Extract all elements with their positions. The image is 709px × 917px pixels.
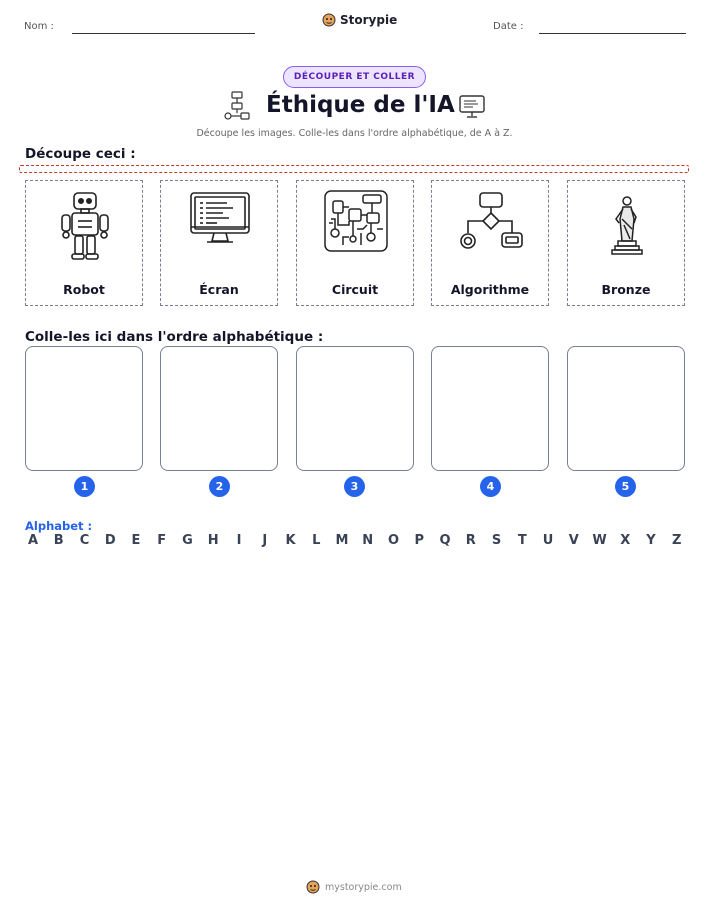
alphabet-letter: I bbox=[236, 533, 242, 548]
slot-number-1: 1 bbox=[74, 476, 95, 497]
slot-number-5: 5 bbox=[615, 476, 636, 497]
card-robot[interactable] bbox=[25, 180, 143, 306]
alphabet-letter: X bbox=[620, 533, 631, 548]
brand-logo bbox=[322, 13, 397, 27]
slot-number-4: 4 bbox=[480, 476, 501, 497]
alphabet-letter: S bbox=[491, 533, 502, 548]
alphabet-row bbox=[25, 533, 685, 548]
activity-badge: DÉCOUPER ET COLLER bbox=[283, 66, 426, 88]
name-line[interactable] bbox=[72, 33, 255, 34]
card-screen[interactable] bbox=[160, 180, 278, 306]
alphabet-letter: K bbox=[285, 533, 296, 548]
date-label: Date : bbox=[493, 21, 524, 32]
footer-url[interactable]: mystorypie.com bbox=[325, 881, 402, 893]
alphabet-letter: Z bbox=[672, 533, 682, 548]
robot-icon bbox=[52, 189, 118, 263]
alphabet-letter: P bbox=[414, 533, 425, 548]
paste-slot-3[interactable] bbox=[296, 346, 414, 471]
slot-number-2: 2 bbox=[209, 476, 230, 497]
alphabet-letter: H bbox=[207, 533, 219, 548]
card-label: Algorithme bbox=[450, 282, 530, 297]
flowchart-icon bbox=[222, 91, 252, 121]
card-bronze[interactable] bbox=[567, 180, 685, 306]
alphabet-letter: D bbox=[104, 533, 116, 548]
alphabet-letter: V bbox=[568, 533, 579, 548]
alphabet-letter: L bbox=[312, 533, 321, 548]
circuit-icon bbox=[323, 189, 389, 263]
monitor-icon bbox=[458, 94, 486, 120]
alphabet-letter: O bbox=[387, 533, 400, 548]
alphabet-letter: N bbox=[362, 533, 374, 548]
card-algorithm[interactable] bbox=[431, 180, 549, 306]
mascot-icon bbox=[306, 880, 320, 894]
brand-name: Storypie bbox=[340, 13, 398, 27]
cut-section-title: Découpe ceci : bbox=[25, 146, 136, 162]
alphabet-letter: A bbox=[27, 533, 39, 548]
name-label: Nom : bbox=[24, 21, 54, 32]
alphabet-letter: E bbox=[131, 533, 141, 548]
alphabet-letter: T bbox=[517, 533, 527, 548]
algorithm-icon bbox=[458, 189, 524, 263]
alphabet-letter: Q bbox=[439, 533, 451, 548]
instructions: Découpe les images. Colle-les dans l'ordre alphabétique, de A à Z. bbox=[196, 128, 513, 139]
alphabet-title: Alphabet : bbox=[25, 519, 93, 533]
date-line[interactable] bbox=[539, 33, 686, 34]
card-circuit[interactable] bbox=[296, 180, 414, 306]
card-label: Écran bbox=[199, 282, 239, 297]
card-label: Bronze bbox=[601, 282, 651, 297]
page-title: Éthique de l'IA bbox=[266, 92, 455, 118]
alphabet-letter: Y bbox=[646, 533, 656, 548]
paste-slot-2[interactable] bbox=[160, 346, 278, 471]
alphabet-letter: C bbox=[79, 533, 90, 548]
cut-line bbox=[19, 165, 689, 173]
mascot-icon bbox=[322, 13, 336, 27]
paste-section-title: Colle-les ici dans l'ordre alphabétique : bbox=[25, 329, 324, 345]
alphabet-letter: J bbox=[262, 533, 268, 548]
paste-slot-1[interactable] bbox=[25, 346, 143, 471]
screen-icon bbox=[187, 189, 253, 263]
alphabet-letter: R bbox=[465, 533, 476, 548]
alphabet-letter: U bbox=[542, 533, 554, 548]
slot-number-3: 3 bbox=[344, 476, 365, 497]
alphabet-letter: W bbox=[592, 533, 607, 548]
alphabet-letter: F bbox=[157, 533, 167, 548]
alphabet-letter: M bbox=[335, 533, 349, 548]
footer bbox=[306, 880, 402, 894]
card-label: Robot bbox=[63, 282, 105, 297]
paste-slot-4[interactable] bbox=[431, 346, 549, 471]
paste-slot-5[interactable] bbox=[567, 346, 685, 471]
card-label: Circuit bbox=[331, 282, 379, 297]
alphabet-letter: G bbox=[182, 533, 193, 548]
statue-icon bbox=[594, 189, 660, 263]
alphabet-letter: B bbox=[53, 533, 64, 548]
